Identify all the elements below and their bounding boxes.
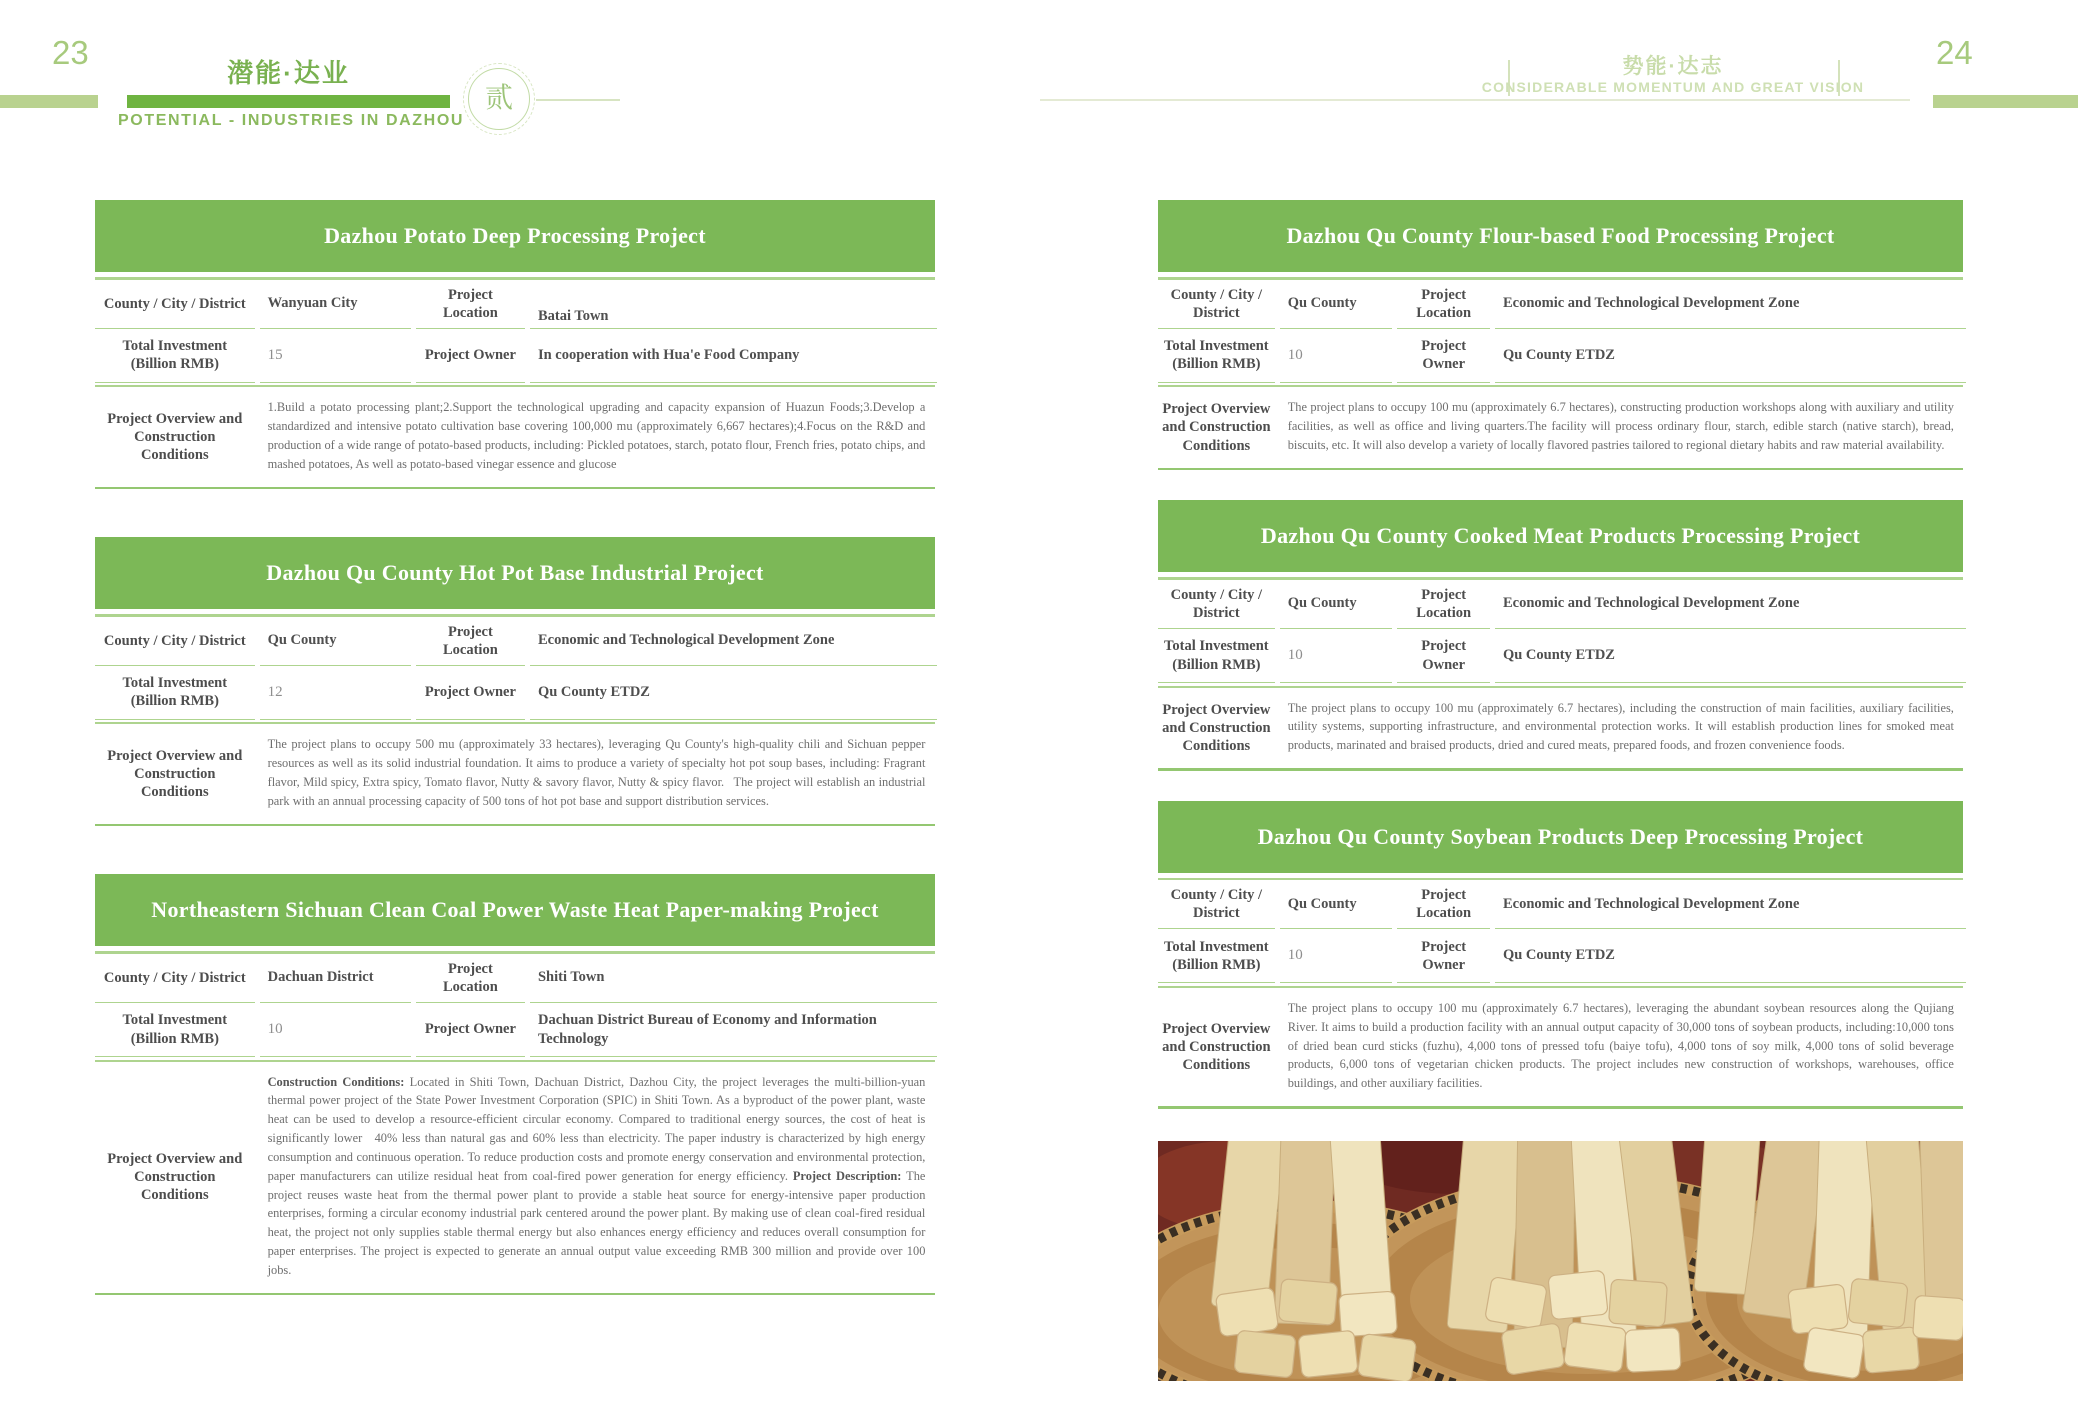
chapter-seal-icon: [468, 68, 530, 130]
county-label: County / City / District: [1158, 580, 1275, 629]
investment-label-line2: (Billion RMB): [130, 693, 219, 710]
owner-value: In cooperation with Hua'e Food Company: [530, 329, 937, 383]
left-header-subtitle: POTENTIAL - INDUSTRIES IN DAZHOU: [118, 112, 465, 129]
project-title: Dazhou Qu County Flour-based Food Processing Project: [1286, 223, 1835, 248]
location-label: Project Location: [416, 280, 525, 329]
right-header-title-cn: 势能·达志: [1622, 55, 1724, 78]
overview-text: Construction Conditions: Located in Shiti Town, Dachuan District, Dazhou City, the project leverages the multi-billion-yuan thermal power project of the State Power Investment Corporation (SPIC) in Shiti Town. As a byproduct of the power plant, waste heat can be used to develop a resource-efficient circular economy. Compared to traditional energy sources, the cost of heat is significantly lower 40% less than natural gas and 60% less than electricity. The paper industry is characterized by high energy consumption and continuous operation. To reduce production costs and promote energy conservation and environmental protection, paper manufacturers can utilize residual heat from coal-fired power generation for energy efficiency. Project Description: The project reuses waste heat from the thermal power plant to provide a stable heat source for energy-intensive paper production enterprises, forming a circular economy industrial park centered around the power plant. By making use of clean coal-fired residual heat, the project not only supplies stable thermal energy but also enhances energy efficiency and reduces overall consumption for paper enterprises. The project is expected to generate an annual output value exceeding RMB 300 million and provide over 100 jobs.: [267, 1074, 926, 1277]
left-header-title-cn: 潜能·达业: [227, 58, 350, 88]
investment-value: 12: [260, 666, 411, 720]
investment-label-line2: (Billion RMB): [1172, 356, 1261, 373]
table-row-investment: [1158, 929, 1963, 983]
left-page-column: [95, 200, 935, 1295]
location-value: Economic and Technological Development Zone: [1495, 880, 1966, 929]
project-table: [1158, 200, 1963, 470]
project-title-band: [95, 537, 935, 609]
table-row-investment: [1158, 629, 1963, 683]
overview-label: Project Overview and Construction Conditions: [1162, 401, 1271, 454]
table-row-overview: [95, 1062, 935, 1293]
investment-label-line2: (Billion RMB): [130, 1030, 219, 1047]
divider-line: [95, 487, 935, 490]
table-row-overview: [1158, 688, 1963, 769]
location-label: Project Location: [1397, 880, 1490, 929]
location-label: Project Location: [1397, 580, 1490, 629]
location-label: Project Location: [416, 954, 525, 1003]
divider-line: [1158, 468, 1963, 471]
investment-value: 15: [260, 329, 411, 383]
investment-label-line2: (Billion RMB): [1172, 656, 1261, 673]
project-table: [95, 874, 935, 1295]
investment-label-line1: Total Investment: [122, 338, 228, 355]
location-label: Project Location: [1397, 280, 1490, 329]
owner-label: Project Owner: [1397, 329, 1490, 383]
investment-value: 10: [260, 1003, 411, 1057]
table-row-location: [1158, 280, 1963, 329]
investment-value: 10: [1280, 629, 1393, 683]
project-title: Dazhou Potato Deep Processing Project: [324, 223, 706, 248]
project-title-band: [1158, 801, 1963, 873]
overview-text: The project plans to occupy 500 mu (approximately 33 hectares), leveraging Qu County's high-quality chili and Sichuan pepper resources as well as its solid industrial foundation. It aims to produce a variety of specialty hot pot soup bases, including: Fragrant flavor, Mild spicy, Extra spicy, Tomato flavor, Nutty & savory flavor, Nutty & spicy flavor. The project will establish an industrial park with an annual processing capacity of 500 tons of hot pot base and support distribution services.: [267, 737, 926, 808]
seal-character: 贰: [484, 83, 513, 114]
county-value: Qu County: [1280, 280, 1393, 329]
county-label: County / City / District: [95, 280, 255, 329]
investment-value: 10: [1280, 929, 1393, 983]
table-row-location: [95, 617, 935, 666]
location-value: Economic and Technological Development Zone: [1495, 280, 1966, 329]
table-row-investment: [1158, 329, 1963, 383]
investment-label: [1158, 929, 1275, 983]
right-header-subtitle: CONSIDERABLE MOMENTUM AND GREAT VISION: [1481, 79, 1865, 95]
owner-label: Project Owner: [416, 1003, 525, 1057]
investment-label: [95, 329, 255, 383]
owner-label: Project Owner: [1397, 629, 1490, 683]
investment-label-line1: Total Investment: [1164, 638, 1269, 655]
investment-label: [1158, 629, 1275, 683]
table-row-location: [95, 280, 935, 329]
page-number-left: 23: [52, 34, 89, 71]
overview-label: Project Overview and Construction Conditions: [107, 1150, 243, 1204]
project-table: [95, 537, 935, 826]
location-value: Economic and Technological Development Zone: [1495, 580, 1966, 629]
owner-value: Qu County ETDZ: [530, 666, 937, 720]
owner-label: Project Owner: [416, 329, 525, 383]
right-header-rule: [1040, 99, 1910, 101]
owner-label: Project Owner: [416, 666, 525, 720]
location-value: Shiti Town: [530, 954, 937, 1003]
overview-label: Project Overview and Construction Conditions: [1162, 701, 1271, 754]
project-table: [1158, 500, 1963, 770]
project-table: [1158, 801, 1963, 1109]
right-page-column: [1158, 200, 1963, 1381]
investment-value: 10: [1280, 329, 1393, 383]
overview-label: Project Overview and Construction Conditions: [107, 410, 243, 463]
investment-label-line2: (Billion RMB): [1172, 956, 1261, 973]
table-row-location: [95, 954, 935, 1003]
project-table: [95, 200, 935, 489]
table-row-overview: [1158, 387, 1963, 468]
county-label: County / City / District: [1158, 280, 1275, 329]
table-row-location: [1158, 580, 1963, 629]
overview-text: 1.Build a potato processing plant;2.Support the technological upgrading and capacity expansion of Huazun Foods;3.Develop a standardized and intensive potato cultivation base covering 100,000 mu (approximately 6,667 hectares);4.Focus on the R&D and production of a wide range of potato-based products, including: Pickled potatoes, starch, potato flour, French fries, potato chips, and mashed potatoes, As well as potato-based vinegar essence and glucose: [267, 400, 926, 471]
project-title-band: [1158, 200, 1963, 272]
left-edge-bar: [0, 95, 98, 108]
divider-line: [1158, 1106, 1963, 1109]
overview-text: The project plans to occupy 100 mu (approximately 6.7 hectares), leveraging the abundant soybean resources along the Qujiang River. It aims to build a production facility with an annual output capacity of 30,000 tons of soybean products, including:10,000 tons of dried bean curd sticks (fuzhu), 4,000 tons of pressed tofu (baiye tofu), 4,000 tons of soy milk, 4,000 tons of solid beverage products, 6,000 tons of vegetarian chicken products. The project includes new construction of workshops, warehouses, office buildings, and other auxiliary facilities.: [1287, 1000, 1954, 1091]
project-title: Dazhou Qu County Soybean Products Deep Processing Project: [1257, 823, 1864, 849]
table-row-overview: [1158, 988, 1963, 1106]
table-row-investment: [95, 666, 935, 720]
investment-label: [1158, 329, 1275, 383]
owner-value: Qu County ETDZ: [1495, 629, 1966, 683]
investment-label: [95, 1003, 255, 1057]
investment-label-line1: Total Investment: [1164, 938, 1269, 955]
location-label: Project Location: [416, 617, 525, 666]
county-value: Qu County: [1280, 880, 1393, 929]
owner-value: Dachuan District Bureau of Economy and Information Technology: [530, 1003, 937, 1057]
table-row-investment: [95, 1003, 935, 1057]
county-value: Qu County: [260, 617, 411, 666]
county-value: Wanyuan City: [260, 280, 411, 329]
table-row-overview: [95, 387, 935, 486]
project-title-band: [95, 200, 935, 272]
owner-label: Project Owner: [1397, 929, 1490, 983]
page-number-right: 24: [1936, 34, 1973, 71]
location-value: Batai Town: [530, 280, 937, 329]
table-row-location: [1158, 880, 1963, 929]
overview-label: Project Overview and Construction Conditions: [107, 747, 243, 801]
seal-divider-line: [536, 99, 620, 101]
project-title: Dazhou Qu County Hot Pot Base Industrial Project: [266, 560, 764, 586]
county-label: County / City / District: [1158, 880, 1275, 929]
investment-label-line1: Total Investment: [122, 1012, 228, 1029]
project-title: Dazhou Qu County Cooked Meat Products Processing Project: [1260, 523, 1861, 549]
table-row-investment: [95, 329, 935, 383]
investment-label-line1: Total Investment: [122, 675, 228, 692]
project-title: Northeastern Sichuan Clean Coal Power Waste Heat Paper-making Project: [151, 897, 879, 923]
county-value: Dachuan District: [260, 954, 411, 1003]
investment-label-line2: (Billion RMB): [130, 356, 219, 373]
county-label: County / City / District: [95, 954, 255, 1003]
investment-label-line1: Total Investment: [1164, 338, 1269, 355]
investment-label: [95, 666, 255, 720]
divider-line: [95, 824, 935, 827]
project-title-band: [95, 874, 935, 946]
overview-label: Project Overview and Construction Conditions: [1162, 1020, 1271, 1073]
table-row-overview: [95, 724, 935, 823]
project-title-band: [1158, 500, 1963, 572]
right-edge-bar: [1933, 95, 2078, 108]
overview-text: The project plans to occupy 100 mu (approximately 6.7 hectares), constructing production workshops along with auxiliary and utility facilities, as well as office and living quarters.The facility will process ordinary flour, starch, edible starch (native starch), bread, biscuits, etc. It will also develop a variety of locally flavored pastries tailored to regional dietary habits and raw material availability.: [1287, 400, 1954, 452]
divider-line: [1158, 768, 1963, 771]
overview-text: The project plans to occupy 100 mu (approximately 6.7 hectares), including the construction of main facilities, auxiliary facilities, utility systems, supporting infrastructure, and environmental protection works. It will establish production lines for smoked meat products, marinated and braised products, dried and cured meats, prepared foods, and frozen convenience foods.: [1287, 700, 1954, 753]
tofu-products-photo: [1158, 1141, 1963, 1381]
owner-value: Qu County ETDZ: [1495, 329, 1966, 383]
owner-value: Qu County ETDZ: [1495, 929, 1966, 983]
divider-line: [95, 1293, 935, 1296]
location-value: Economic and Technological Development Zone: [530, 617, 937, 666]
left-header-bar: [127, 95, 450, 108]
county-label: County / City / District: [95, 617, 255, 666]
right-tables: [1158, 200, 1963, 1109]
county-value: Qu County: [1280, 580, 1393, 629]
